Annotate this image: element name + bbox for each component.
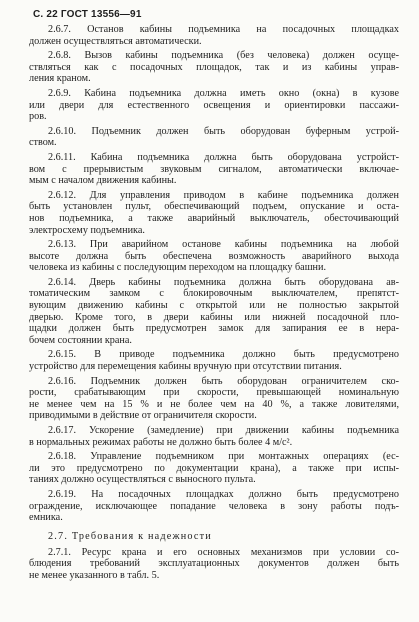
paragraph-line: дверью. Кроме того, в двери кабины или нижней посадочной пло- bbox=[29, 311, 399, 323]
paragraph-line: 2.6.18. Управление подъемником при монтажных операциях (ес- bbox=[48, 451, 399, 463]
paragraph-line: ствляться как с посадочных площадок, так и из кабины управ- bbox=[29, 61, 399, 73]
paragraph-line: не менее указанного в табл. 5. bbox=[29, 569, 160, 581]
paragraph bbox=[29, 547, 399, 582]
paragraph-line: ления краном. bbox=[29, 73, 91, 85]
page-header: С. 22 ГОСТ 13556—91 bbox=[33, 9, 142, 20]
paragraph-line: 2.6.12. Для управления приводом в кабине подъемника должен bbox=[48, 189, 399, 201]
paragraph-line: 2.6.9. Кабина подъемника должна иметь окно (окна) в кузове bbox=[48, 87, 399, 99]
paragraph-line: 2.6.14. Дверь кабины подъемника должна быть оборудована ав- bbox=[48, 276, 399, 288]
paragraph-line: нов подъемника, а также аварийный выключатель, обесточивающий bbox=[29, 212, 399, 224]
paragraph-line: человека из кабины с последующим переходом на площадку башни. bbox=[29, 262, 326, 274]
paragraph-line: 2.6.19. На посадочных площадках должно быть предусмотрено bbox=[48, 488, 399, 500]
paragraph-line: устройство для перемещения кабины вручную при отсутствии питания. bbox=[29, 361, 342, 373]
paragraph-line: или двери для естественного освещения и ориентировки пассажи- bbox=[29, 99, 399, 111]
paragraph-line: 2.6.11. Кабина подъемника должна быть оборудована устройст- bbox=[48, 151, 399, 163]
paragraph-line: 2.7.1. Ресурс крана и его основных механизмов при условии со- bbox=[48, 546, 399, 558]
paragraph-line: щадки должен быть предусмотрен замок для запирания ее в нера- bbox=[29, 323, 399, 335]
paragraph-line: 2.6.8. Вызов кабины подъемника (без человека) должен осуще- bbox=[48, 50, 399, 62]
paragraph-line: электросхему подъемника. bbox=[29, 224, 145, 236]
paragraph-line: бочем состоянии крана. bbox=[29, 334, 132, 346]
paragraph-line: приводимыми в действие от ограничителя скорости. bbox=[29, 410, 257, 422]
paragraph-line: быть установлен пульт, обеспечивающий подъем, опускание и оста- bbox=[29, 201, 399, 213]
paragraph-line: емника. bbox=[29, 512, 63, 524]
paragraph-line: вом с прерывистым звуковым сигналом, автоматически включае- bbox=[29, 163, 399, 175]
paragraph bbox=[29, 451, 399, 486]
paragraph bbox=[29, 277, 399, 347]
paragraph-line: томатическим замком с блокировочным выключателем, препятст- bbox=[29, 288, 399, 300]
paragraph-line: 2.6.16. Подъемник должен быть оборудован ограничителем ско- bbox=[48, 375, 399, 387]
section-title: 2.7. Требования к надежности bbox=[48, 530, 212, 542]
paragraph-line: высоте должна быть обеспечена возможность аварийного выхода bbox=[29, 250, 399, 262]
paragraph-line: блюдения требований эксплуатационных документов должен быть bbox=[29, 558, 399, 570]
body-text bbox=[29, 24, 399, 527]
paragraph bbox=[29, 349, 399, 372]
paragraph bbox=[29, 126, 399, 149]
paragraph bbox=[29, 50, 399, 85]
paragraph bbox=[29, 190, 399, 236]
paragraph-line: ров. bbox=[29, 111, 47, 123]
paragraph bbox=[29, 239, 399, 274]
paragraph bbox=[29, 24, 399, 47]
paragraph-line: вующим движению кабины с открытой или не полностью закрытой bbox=[29, 300, 399, 312]
paragraph-line: мым с началом движения кабины. bbox=[29, 175, 177, 187]
paragraph-line: ли это предусмотрено по документации крана), а также при испы- bbox=[29, 462, 399, 474]
paragraph-line: должен осуществляться автоматически. bbox=[29, 35, 202, 47]
paragraph bbox=[29, 489, 399, 524]
paragraph bbox=[29, 152, 399, 187]
paragraph-line: 2.6.10. Подъемник должен быть оборудован буферным устрой- bbox=[48, 125, 399, 137]
paragraph-line: рости, срабатывающим при скорости, превышающей номинальную bbox=[29, 387, 399, 399]
paragraph-line: 2.6.13. При аварийном останове кабины подъемника на любой bbox=[48, 239, 399, 251]
paragraph-line: 2.6.7. Останов кабины подъемника на посадочных площадках bbox=[48, 24, 399, 35]
paragraph bbox=[29, 88, 399, 123]
paragraph-line: 2.6.15. В приводе подъемника должно быть предусмотрено bbox=[48, 349, 399, 361]
paragraph-line: ограждение, исключающее попадание человека в зону работы подъ- bbox=[29, 500, 399, 512]
paragraph bbox=[29, 376, 399, 422]
paragraph bbox=[29, 425, 399, 448]
paragraph-line: ством. bbox=[29, 137, 57, 149]
final-paragraph bbox=[29, 547, 399, 585]
paragraph-line: не менее чем на 15 % и не более чем на 40 %, а также ловителями, bbox=[29, 398, 399, 410]
paragraph-line: таниях должно осуществляться с выносного пульта. bbox=[29, 474, 256, 486]
paragraph-line: 2.6.17. Ускорение (замедление) при движении кабины подъемника bbox=[48, 425, 399, 436]
paragraph-line: в нормальных режимах работы не должно быть более 4 м/с². bbox=[29, 436, 293, 448]
